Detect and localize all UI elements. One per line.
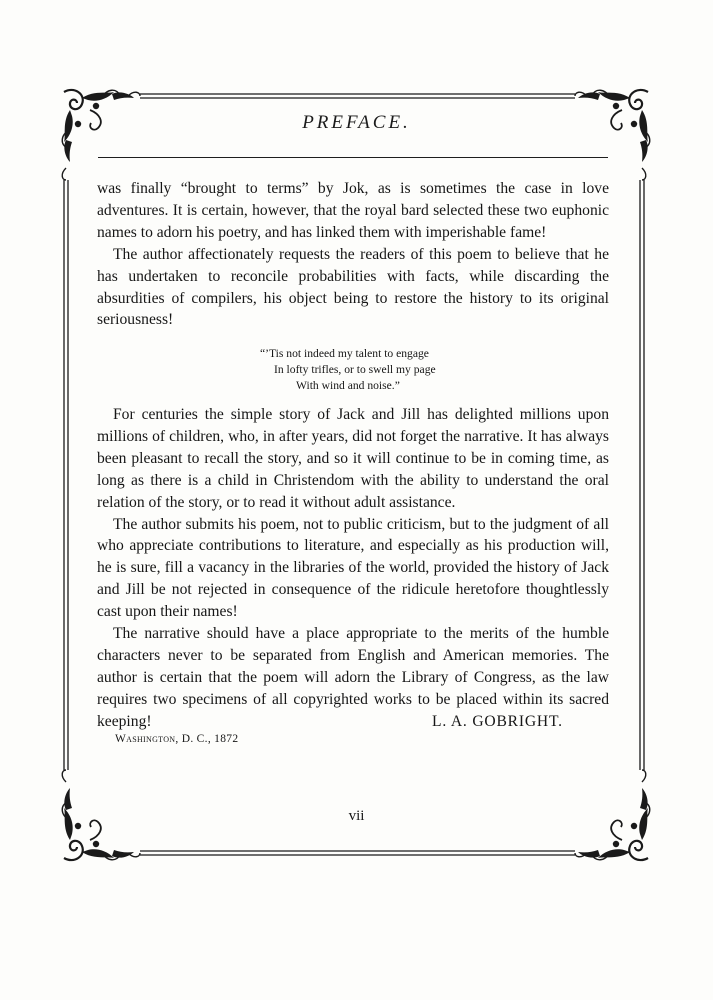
verse-line: “’Tis not indeed my talent to engage — [260, 347, 429, 360]
page-title: PREFACE. — [302, 112, 411, 133]
paragraph-continuation: was finally “brought to terms” by Jok, as is sometimes the case in love adventures. It is certain, however, that the royal bard selected these two euphonic names to adorn his poetry, and has linked them with imperishable fame! — [97, 180, 609, 241]
verse-line: In lofty trifles, or to swell my page — [274, 363, 436, 376]
header-divider — [98, 157, 608, 158]
page-number: vii — [348, 808, 365, 824]
paragraph: The author affectionately requests the readers of this poem to believe that he has undertaken to reconcile probabilities with facts, while discarding the absurdities of compilers, his object being to restore the history to its original seriousness! — [97, 245, 609, 329]
author-signature: L. A. GOBRIGHT. — [432, 713, 563, 730]
paragraph: The author submits his poem, not to public criticism, but to the judgment of all who appreciate contributions to literature, and especially as his production will, he is sure, fill a vacancy in the libraries of the world, provided the history of Jack and Jill be not rejected in consequence of the ridicule heretofore thoughtlessly cast upon their names! — [97, 515, 609, 621]
paragraph: The narrative should have a place appropriate to the merits of the humble characters never to be separated from English and American memories. The author is certain that the poem will adorn the Library of Congress, as the law requires two specimens of all copyrighted works to be placed within its sacred keeping! — [97, 625, 609, 730]
preface-text-top — [97, 178, 609, 331]
paragraph: For centuries the simple story of Jack and Jill has delighted millions upon millions of children, who, in after years, did not forget the narrative. It has always been pleasant to recall the story, and so it will continue to be in coming time, as long as there is a child in Christendom with the ability to understand the oral relation of the story, or to read it without adult assistance. — [97, 406, 609, 511]
preface-text-bottom — [97, 404, 609, 733]
verse-quotation — [260, 346, 560, 394]
verse-line: With wind and noise.” — [296, 379, 400, 392]
place-and-date: Washington, D. C., 1872 — [115, 733, 239, 745]
